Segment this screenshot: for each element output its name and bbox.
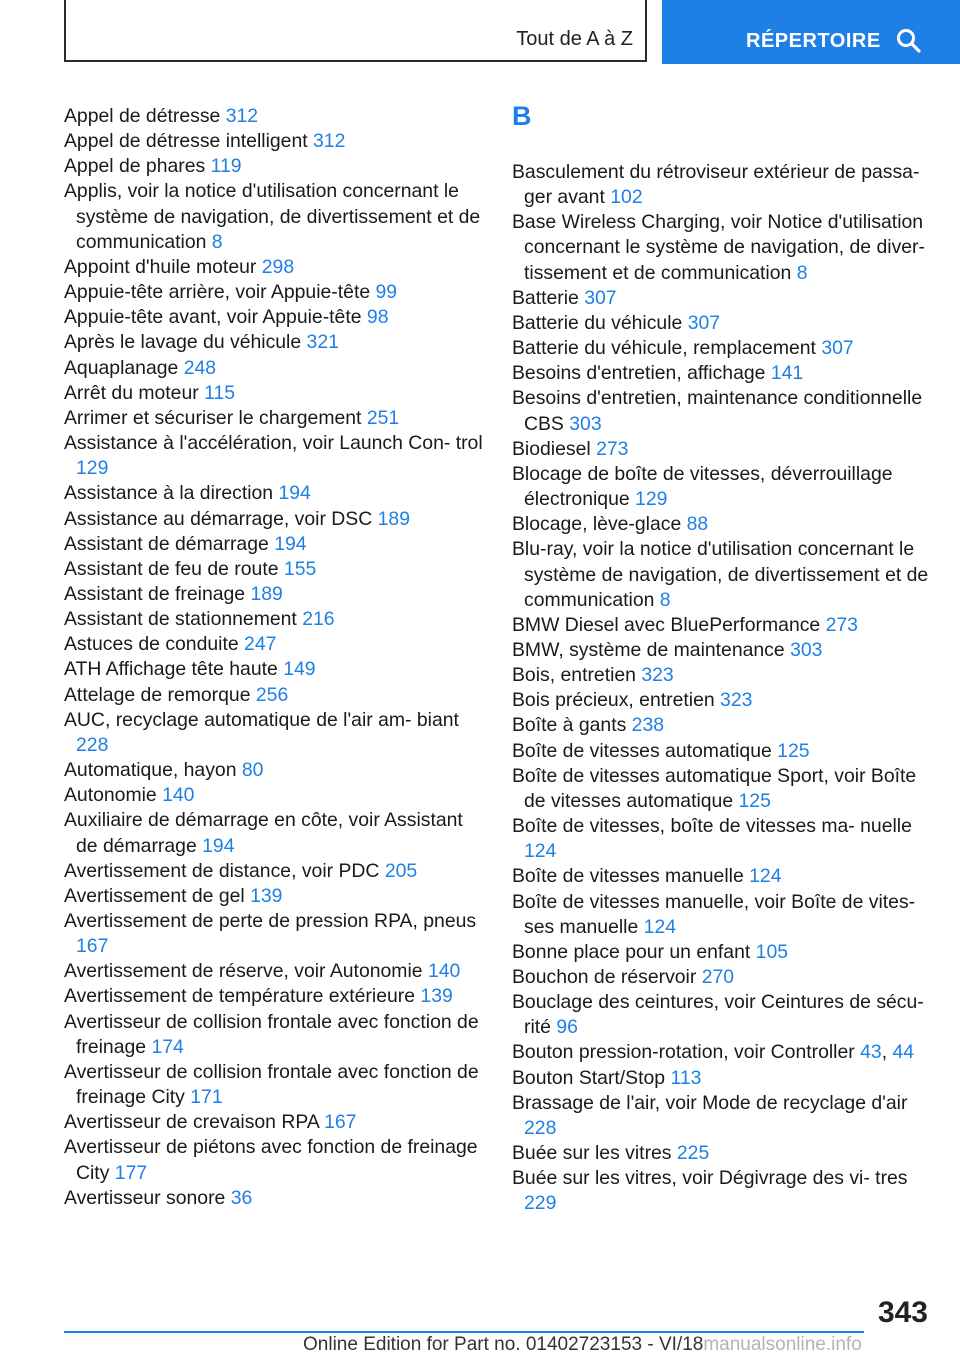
index-entry [512,688,932,713]
index-entry-text: Blocage, lève-glace [512,513,682,536]
index-entry-text: Avertisseur de crevaison RPA [64,1111,319,1134]
index-entry [512,990,932,1040]
page-reference-link[interactable]: 8 [211,230,223,253]
page-reference-link[interactable]: 149 [283,658,316,681]
page-reference-link[interactable]: 129 [76,457,109,480]
index-entry-text: AUC, recyclage automatique de l'air am‐ biant [64,708,459,731]
page-reference-link[interactable]: 273 [825,613,858,636]
page-reference-link[interactable]: 141 [770,362,804,385]
index-entry [512,965,932,990]
page-reference-link[interactable]: 8 [659,588,671,611]
index-entry [512,764,932,814]
page-reference-link[interactable]: 105 [755,940,789,963]
index-entry [512,814,932,864]
page-reference-link[interactable]: 119 [210,155,242,178]
index-entry-text: BMW Diesel avec BluePerformance [512,613,821,636]
index-entry [512,512,932,537]
page-reference-link[interactable]: 125 [777,739,810,762]
footer-edition: Online Edition for Part no. 01402723153 - VI/18 [303,1334,704,1355]
index-entry-text: Boîte à gants [512,714,627,737]
index-entry [64,104,484,129]
tab-a-z[interactable] [64,0,647,62]
page-reference-link[interactable]: 99 [375,281,398,304]
page-reference-link[interactable]: 115 [204,381,236,404]
page-reference-link[interactable]: 307 [687,311,721,334]
page-reference-link[interactable]: 312 [225,105,259,127]
page-reference-link[interactable]: 270 [701,966,735,988]
index-entry-text: Bouclage des ceintures, voir Ceintures de sécu‐ rité [512,991,924,1039]
index-entry-text: BMW, système de maintenance [512,638,785,661]
index-entry [512,1141,932,1166]
index-entry [512,739,932,764]
index-entry-text: Arrimer et sécuriser le chargement [64,406,362,429]
index-entry-text: Besoins d'entretien, affichage [512,362,766,385]
index-entry [512,663,932,688]
index-entry-text: Attelage de remorque [64,683,251,706]
index-entry [64,481,484,506]
page-reference-link[interactable]: 216 [302,608,335,631]
index-entry-text: Avertissement de distance, voir PDC [64,859,380,882]
index-entry [512,1091,932,1141]
index-entry [512,1166,932,1216]
page-reference-link[interactable]: 323 [641,664,674,687]
page-reference-link[interactable]: 124 [524,840,557,863]
index-entry-text: Applis, voir la notice d'utilisation concernant le système de navigation, de divertissement et de communication [64,180,481,253]
index-entry [64,507,484,532]
index-entry [64,1135,484,1185]
index-entry [64,1110,484,1135]
index-entry [512,336,932,361]
index-entry [64,708,484,758]
page-reference-link[interactable]: 225 [676,1142,710,1165]
index-entry-text: ATH Affichage tête haute [64,658,278,681]
page-reference-link[interactable]: 167 [76,935,109,958]
index-entry-text: Bouchon de réservoir [512,966,697,988]
page-reference-link[interactable]: 194 [274,532,307,555]
index-entry-text: Bouton pression-rotation, voir Controller [512,1041,855,1064]
page-reference-link[interactable]: 167 [324,1111,357,1134]
index-entry-text: Brassage de l'air, voir Mode de recyclage d'air [512,1091,908,1114]
index-entry-text: Boîte de vitesses manuelle [512,865,744,888]
index-entry-text: Biodiesel [512,437,591,460]
index-entry [64,1060,484,1110]
page-reference-link[interactable]: 43 [860,1041,882,1064]
index-entry [64,330,484,355]
index-entry-text: Auxiliaire de démarrage en côte, voir Assistant de démarrage [64,809,463,857]
page-reference-link[interactable]: 80 [241,759,264,782]
index-entry [64,1186,484,1211]
page-reference-link[interactable]: 124 [643,915,677,938]
index-entry-text: Appuie-tête avant, voir Appuie-tête [64,306,362,329]
index-entry [64,280,484,305]
page-reference-link[interactable]: 189 [250,582,283,605]
index-entry-text: Aquaplanage [64,356,179,379]
index-entry-text: Bois précieux, entretien [512,689,715,712]
index-entry-text: Avertisseur de collision frontale avec fonction de freinage [64,1010,479,1058]
page-reference-link[interactable]: 44 [892,1041,915,1064]
index-entry-text: Après le lavage du véhicule [64,331,302,354]
page-reference-link[interactable]: 228 [524,1116,557,1139]
page-reference-link[interactable]: 307 [584,286,617,309]
index-entry-text: Assistant de freinage [64,582,246,605]
page-reference-link[interactable]: 124 [749,865,782,888]
tab-a-z-label: Tout de A à Z [516,28,633,50]
footer-divider [64,1331,864,1333]
index-entry [512,361,932,386]
page-reference-link[interactable]: 205 [384,859,418,882]
index-entry-text: Assistance à l'accélération, voir Launch Con‐ trol [64,432,483,455]
page-reference-link[interactable]: 303 [790,638,823,661]
page-reference-link[interactable]: 256 [255,683,289,706]
index-entry-text: Bois, entretien [512,664,636,687]
index-entry: Bouton pression-rotation, voir Controller 43, 44 [512,1041,915,1064]
page-reference-link[interactable]: 140 [162,784,195,807]
index-entry [512,160,932,210]
index-entry [64,129,484,154]
index-entry-text: Bonne place pour un enfant [512,940,751,963]
letter-heading-b: B [512,101,532,131]
footer-site-watermark: manualsonline.info [703,1334,862,1355]
index-entry-text: Arrêt du moteur [64,381,199,404]
page-reference-link[interactable]: 247 [244,633,277,656]
index-entry-text: Appel de détresse intelligent [64,130,308,153]
page-reference-link[interactable]: 8 [796,261,808,284]
index-entry-text: Avertisseur de collision frontale avec fonction de freinage City [64,1060,479,1109]
index-entry [64,154,484,179]
page-reference-link[interactable]: 194 [278,482,311,505]
index-entry [512,940,932,965]
index-entry-text: Batterie du véhicule, remplacement [512,337,816,360]
index-entry [64,808,484,858]
index-entry-text: Blu-ray, voir la notice d'utilisation concernant le système de navigation, de divertissement et de communication [512,538,929,611]
index-entry [512,713,932,738]
page-reference-link[interactable]: 96 [556,1016,578,1039]
page-reference-link[interactable]: 248 [183,356,217,379]
page-reference-link[interactable]: 140 [427,960,461,983]
index-entry-text: Avertisseur sonore [64,1186,226,1209]
index-entry [64,607,484,632]
index-entry-text: Blocage de boîte de vitesses, déverrouillage électronique [512,462,893,511]
page-number: 343 [877,1296,928,1329]
page-reference-link[interactable]: 303 [569,412,602,435]
index-entry-text: Besoins d'entretien, maintenance conditionnelle CBS [512,387,923,435]
index-entry [64,1010,484,1060]
page-reference-link[interactable]: 323 [720,689,753,712]
index-entry-text: Appel de phares [64,155,206,178]
page-reference-link[interactable]: 251 [366,406,400,429]
index-entry [512,311,932,336]
index-entry [512,1066,932,1091]
index-entry [64,632,484,657]
page-reference-link[interactable]: 36 [230,1186,253,1209]
index-entry [64,406,484,431]
page-reference-link[interactable]: 238 [631,714,665,737]
index-entry-text: Assistance au démarrage, voir DSC [64,507,373,530]
index-entry-text: Appuie-tête arrière, voir Appuie-tête [64,281,371,304]
index-entry [64,758,484,783]
index-entry [512,890,932,940]
index-entry [512,864,932,889]
page-reference-link[interactable]: 228 [76,733,109,756]
page-reference-link[interactable]: 307 [821,337,854,360]
index-entry [64,657,484,682]
index-entry [512,638,932,663]
index-entry-text: Appoint d'huile moteur [64,255,257,278]
page-reference-link[interactable]: 113 [670,1066,702,1089]
page-reference-link[interactable]: 125 [738,789,771,812]
index-entry [512,386,932,436]
index-entry [64,884,484,909]
tab-index[interactable] [662,0,960,64]
page-reference-link[interactable]: 155 [283,557,317,580]
index-entry [512,613,932,638]
index-entry-text: Appel de détresse [64,105,221,127]
page-reference-link[interactable]: 129 [635,488,668,511]
index-entry [64,683,484,708]
index-entry-text: Base Wireless Charging, voir Notice d'utilisation concernant le système de navigation, de diver‐ tissement et de communication [512,211,925,284]
index-entry [64,783,484,808]
index-entry-text: Assistant de stationnement [64,608,297,631]
page-reference-link[interactable]: 229 [524,1192,557,1215]
index-entry-text: Autonomie [64,784,157,807]
index-entry-text: Boîte de vitesses manuelle, voir Boîte de vites‐ ses manuelle [512,890,916,938]
index-entry [64,356,484,381]
index-entry-text: Boîte de vitesses, boîte de vitesses ma‐ nuelle [512,815,912,838]
page-reference-link[interactable]: 98 [366,306,389,329]
index-entry-text: Assistant de démarrage [64,532,269,555]
index-entry [64,532,484,557]
page-reference-link[interactable]: 139 [420,985,453,1008]
index-entry [64,305,484,330]
index-entry-text: Basculement du rétroviseur extérieur de passa‐ ger avant [512,161,920,209]
index-entry-text: Avertissement de réserve, voir Autonomie [64,960,423,983]
page-reference-link[interactable]: 298 [261,255,295,278]
page-reference-link[interactable]: 102 [610,186,643,209]
page-reference-link[interactable]: 174 [151,1035,184,1058]
index-entry-text: Boîte de vitesses automatique Sport, voir Boîte de vitesses automatique [512,764,917,812]
index-entry [64,984,484,1009]
index-column-left [64,104,484,1211]
index-entry-text: Buée sur les vitres [512,1142,672,1165]
index-entry-text: Bouton Start/Stop [512,1066,666,1089]
page-reference-link[interactable]: 189 [377,507,410,530]
page-reference-link[interactable]: 312 [313,130,346,153]
index-entry [64,859,484,884]
index-entry [64,255,484,280]
index-entry [64,557,484,582]
index-entry-text: Avertissement de perte de pression RPA, pneus [64,910,477,932]
page-reference-link[interactable]: 321 [306,331,339,354]
footer [303,1334,862,1356]
index-entry-text: Avertissement de température extérieure [64,985,416,1008]
index-entry [64,179,484,254]
index-entry [512,286,932,311]
page-reference-link[interactable]: 88 [686,513,709,536]
index-entry [64,381,484,406]
index-entry-text: Assistant de feu de route [64,557,279,580]
index-entry-text: Boîte de vitesses automatique [512,739,772,762]
page-reference-link[interactable]: 171 [190,1086,223,1109]
index-entry [512,537,932,612]
page-reference-link[interactable]: 139 [250,884,283,907]
index-entry-text: Batterie du véhicule [512,311,683,334]
index-entry-text: Assistance à la direction [64,482,274,505]
index-entry-text: Batterie [512,286,579,309]
index-entry-text: Automatique, hayon [64,759,237,782]
index-entry-text: Avertisseur de piétons avec fonction de freinage City [64,1136,478,1184]
index-entry [64,959,484,984]
page-reference-link[interactable]: 273 [596,437,629,460]
index-entry [512,437,932,462]
search-icon[interactable] [896,28,922,54]
page-reference-link[interactable]: 194 [202,834,235,857]
index-entry-text: Astuces de conduite [64,633,239,656]
index-entry [512,462,932,512]
page-reference-link[interactable]: 177 [114,1161,148,1184]
index-entry [512,210,932,285]
index-entry-text: Buée sur les vitres, voir Dégivrage des vi‐ tres [512,1167,908,1190]
index-column-right [512,96,932,1217]
index-entry [64,431,484,481]
index-entry-text: Avertissement de gel [64,884,245,907]
tab-index-label: RÉPERTOIRE [746,30,881,52]
index-entry [64,582,484,607]
index-entry [64,909,484,959]
